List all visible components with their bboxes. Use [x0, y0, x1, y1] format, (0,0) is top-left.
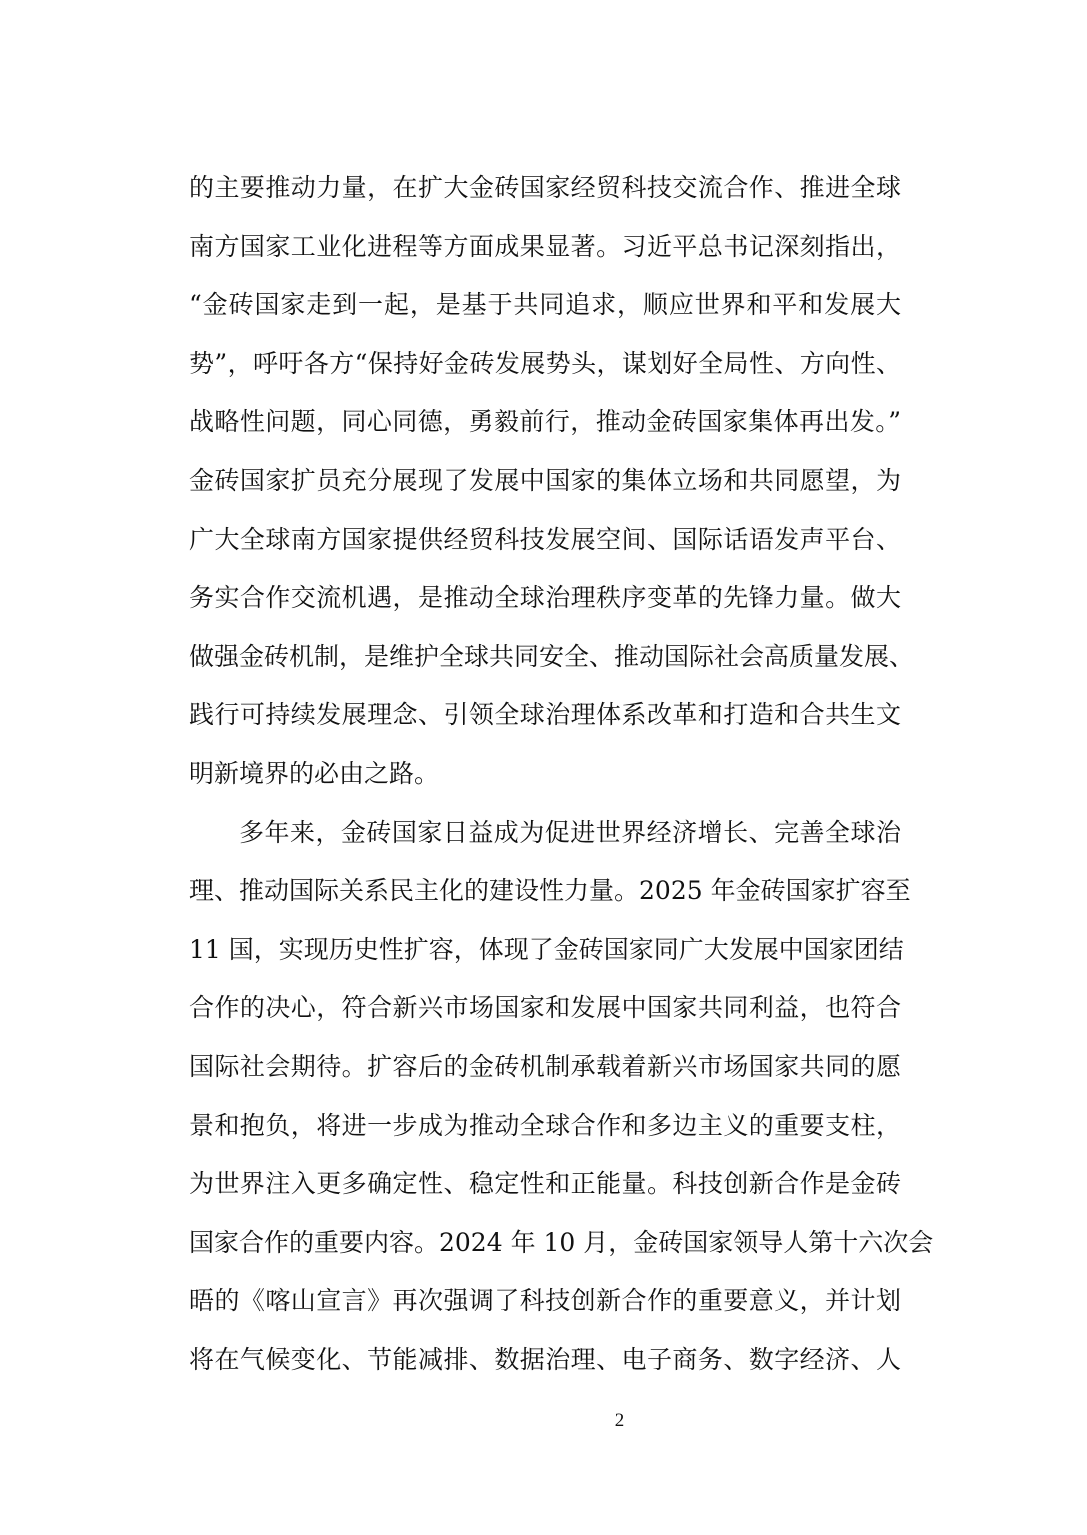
text-line: 合作的决心，符合新兴市场国家和发展中国家共同利益，也符合 [189, 993, 901, 1023]
text-line: 南方国家工业化进程等方面成果显著。习近平总书记深刻指出， [189, 231, 901, 261]
text-line: 广大全球南方国家提供经贸科技发展空间、国际话语发声平台、 [189, 524, 901, 554]
text-line: 国家合作的重要内容。2024 年 10 月，金砖国家领导人第十六次会 [189, 1227, 934, 1257]
text-line: 为世界注入更多确定性、稳定性和正能量。科技创新合作是金砖 [189, 1169, 901, 1199]
text-line: 明新境界的必由之路。 [189, 758, 440, 788]
paragraph-first-line: 多年来，金砖国家日益成为促进世界经济增长、完善全球治 [239, 817, 901, 847]
page-number-text: 2 [614, 1410, 625, 1431]
text-line: 势”，呼吁各方“保持好金砖发展势头，谋划好全局性、方向性、 [189, 348, 901, 378]
text-line: 将在气候变化、节能减排、数据治理、电子商务、数字经济、人 [189, 1344, 901, 1374]
text-line: 务实合作交流机遇，是推动全球治理秩序变革的先锋力量。做大 [189, 583, 901, 613]
text-line: 战略性问题，同心同德，勇毅前行，推动金砖国家集体再出发。” [189, 407, 901, 437]
text-line: 景和抱负，将进一步成为推动全球合作和多边主义的重要支柱， [189, 1110, 901, 1140]
text-line: 做强金砖机制，是维护全球共同安全、推动国际社会高质量发展、 [189, 641, 915, 671]
text-line: 11 国，实现历史性扩容，体现了金砖国家同广大发展中国家团结 [189, 934, 904, 964]
text-line: 理、推动国际关系民主化的建设性力量。2025 年金砖国家扩容至 [189, 876, 911, 906]
text-line: 金砖国家扩员充分展现了发展中国家的集体立场和共同愿望，为 [189, 465, 901, 495]
body-text [189, 164, 934, 1394]
text-line: 的主要推动力量，在扩大金砖国家经贸科技交流合作、推进全球 [189, 173, 901, 202]
page-number [0, 1410, 1087, 1432]
text-line: 国际社会期待。扩容后的金砖机制承载着新兴市场国家共同的愿 [189, 1051, 901, 1081]
text-line: “金砖国家走到一起，是基于共同追求，顺应世界和平和发展大 [189, 290, 901, 320]
text-line: 践行可持续发展理念、引领全球治理体系改革和打造和合共生文 [189, 700, 901, 730]
text-line: 晤的《喀山宣言》再次强调了科技创新合作的重要意义，并计划 [189, 1286, 901, 1316]
